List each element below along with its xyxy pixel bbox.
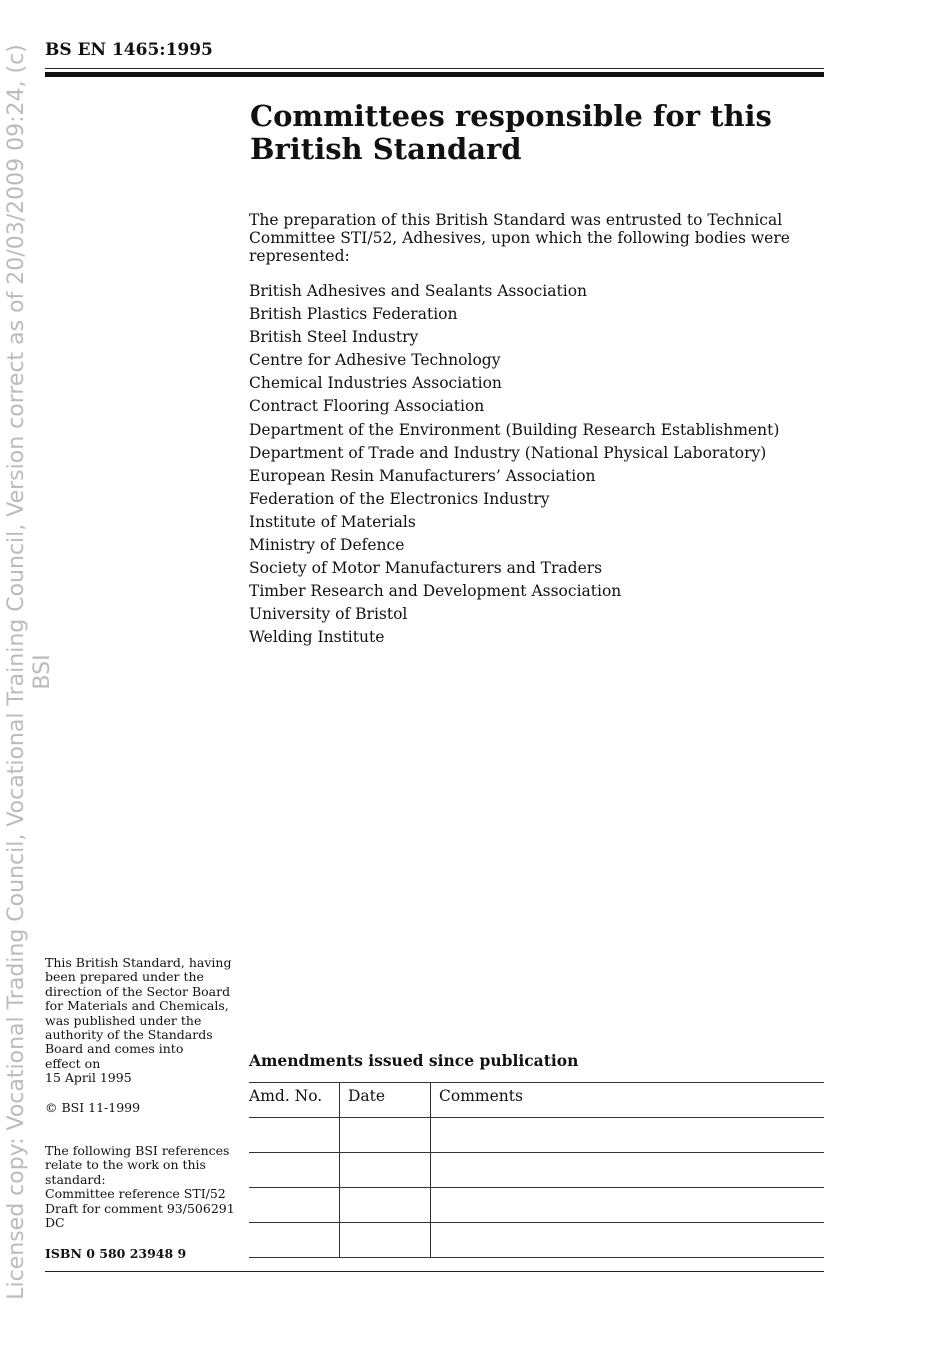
- list-item: Ministry of Defence: [249, 536, 405, 555]
- reference-line: standard:: [45, 1171, 106, 1187]
- publication-note: [45, 956, 245, 1086]
- list-item: European Resin Manufacturers’ Association: [249, 466, 596, 485]
- table-row: [249, 1153, 824, 1188]
- isbn: ISBN 0 580 23948 9: [45, 1246, 187, 1261]
- list-item: Society of Motor Manufacturers and Traders: [249, 559, 603, 578]
- amendments-title: Amendments issued since publication: [249, 1051, 579, 1070]
- header-rule-thin: [45, 68, 824, 69]
- column-header-amd-no: Amd. No.: [249, 1083, 340, 1118]
- represented-bodies-list: [249, 280, 779, 650]
- table-cell: [340, 1118, 431, 1153]
- table-cell: [431, 1118, 825, 1153]
- publication-note-line: direction of the Sector Board: [45, 983, 231, 999]
- footer-rule: [45, 1271, 824, 1272]
- table-cell: [249, 1188, 340, 1223]
- draft-reference: Draft for comment 93/506291 DC: [45, 1200, 235, 1231]
- list-item: Chemical Industries Association: [249, 374, 502, 393]
- title-line-1: Committees responsible for this: [250, 99, 772, 133]
- watermark-line-2: BSI: [30, 654, 55, 690]
- publication-note-line: authority of the Standards: [45, 1027, 213, 1043]
- publication-note-line: for Materials and Chemicals,: [45, 998, 229, 1014]
- list-item: Centre for Adhesive Technology: [249, 351, 501, 370]
- table-row: [249, 1118, 824, 1153]
- list-item: Institute of Materials: [249, 512, 416, 531]
- list-item: British Adhesives and Sealants Association: [249, 282, 588, 300]
- reference-line: relate to the work on this: [45, 1157, 206, 1173]
- table-row: [249, 1188, 824, 1223]
- reference-line: The following BSI references: [45, 1143, 230, 1158]
- list-item: Department of Trade and Industry (National Physical Laboratory): [249, 443, 767, 462]
- intro-paragraph: The preparation of this British Standard was entrusted to Technical Committee STI/52, Adhesives, upon which the following bodies were represented:: [249, 211, 790, 265]
- column-header-comments: Comments: [431, 1083, 825, 1118]
- column-header-date: Date: [340, 1083, 431, 1118]
- table-cell: [431, 1223, 825, 1258]
- document-id: BS EN 1465:1995: [45, 40, 213, 60]
- table-cell: [249, 1118, 340, 1153]
- list-item: British Steel Industry: [249, 328, 419, 347]
- table-cell: [431, 1153, 825, 1188]
- committee-reference: Committee reference STI/52: [45, 1186, 226, 1202]
- list-item: Federation of the Electronics Industry: [249, 489, 550, 508]
- publication-note-line: effect on: [45, 1055, 101, 1071]
- publication-note-line: This British Standard, having: [45, 955, 232, 970]
- list-item: Timber Research and Development Association: [249, 582, 622, 601]
- amendments-table: [249, 1082, 824, 1258]
- list-item: Contract Flooring Association: [249, 397, 485, 416]
- effective-date: 15 April 1995: [45, 1070, 132, 1086]
- table-cell: [249, 1223, 340, 1258]
- publication-note-line: been prepared under the: [45, 969, 204, 985]
- table-cell: [340, 1188, 431, 1223]
- page-title: [250, 100, 810, 166]
- bsi-references: [45, 1144, 245, 1230]
- watermark-line-1: Licensed copy: Vocational Trading Council, Vocational Training Council, Version correct as of 20/03/2009 09:24, (c): [4, 44, 29, 1300]
- list-item: University of Bristol: [249, 605, 408, 624]
- table-cell: [431, 1188, 825, 1223]
- table-row: [249, 1223, 824, 1258]
- table-cell: [340, 1153, 431, 1188]
- header-rule-thick: [45, 72, 824, 77]
- title-line-2: British Standard: [250, 132, 522, 166]
- publication-note-line: Board and comes into: [45, 1041, 184, 1057]
- list-item: Welding Institute: [249, 628, 385, 647]
- list-item: British Plastics Federation: [249, 305, 458, 324]
- table-header-row: [249, 1083, 824, 1118]
- list-item: Department of the Environment (Building Research Establishment): [249, 420, 780, 439]
- copyright-notice: © BSI 11-1999: [45, 1100, 141, 1115]
- table-cell: [249, 1153, 340, 1188]
- publication-note-line: was published under the: [45, 1012, 202, 1028]
- table-cell: [340, 1223, 431, 1258]
